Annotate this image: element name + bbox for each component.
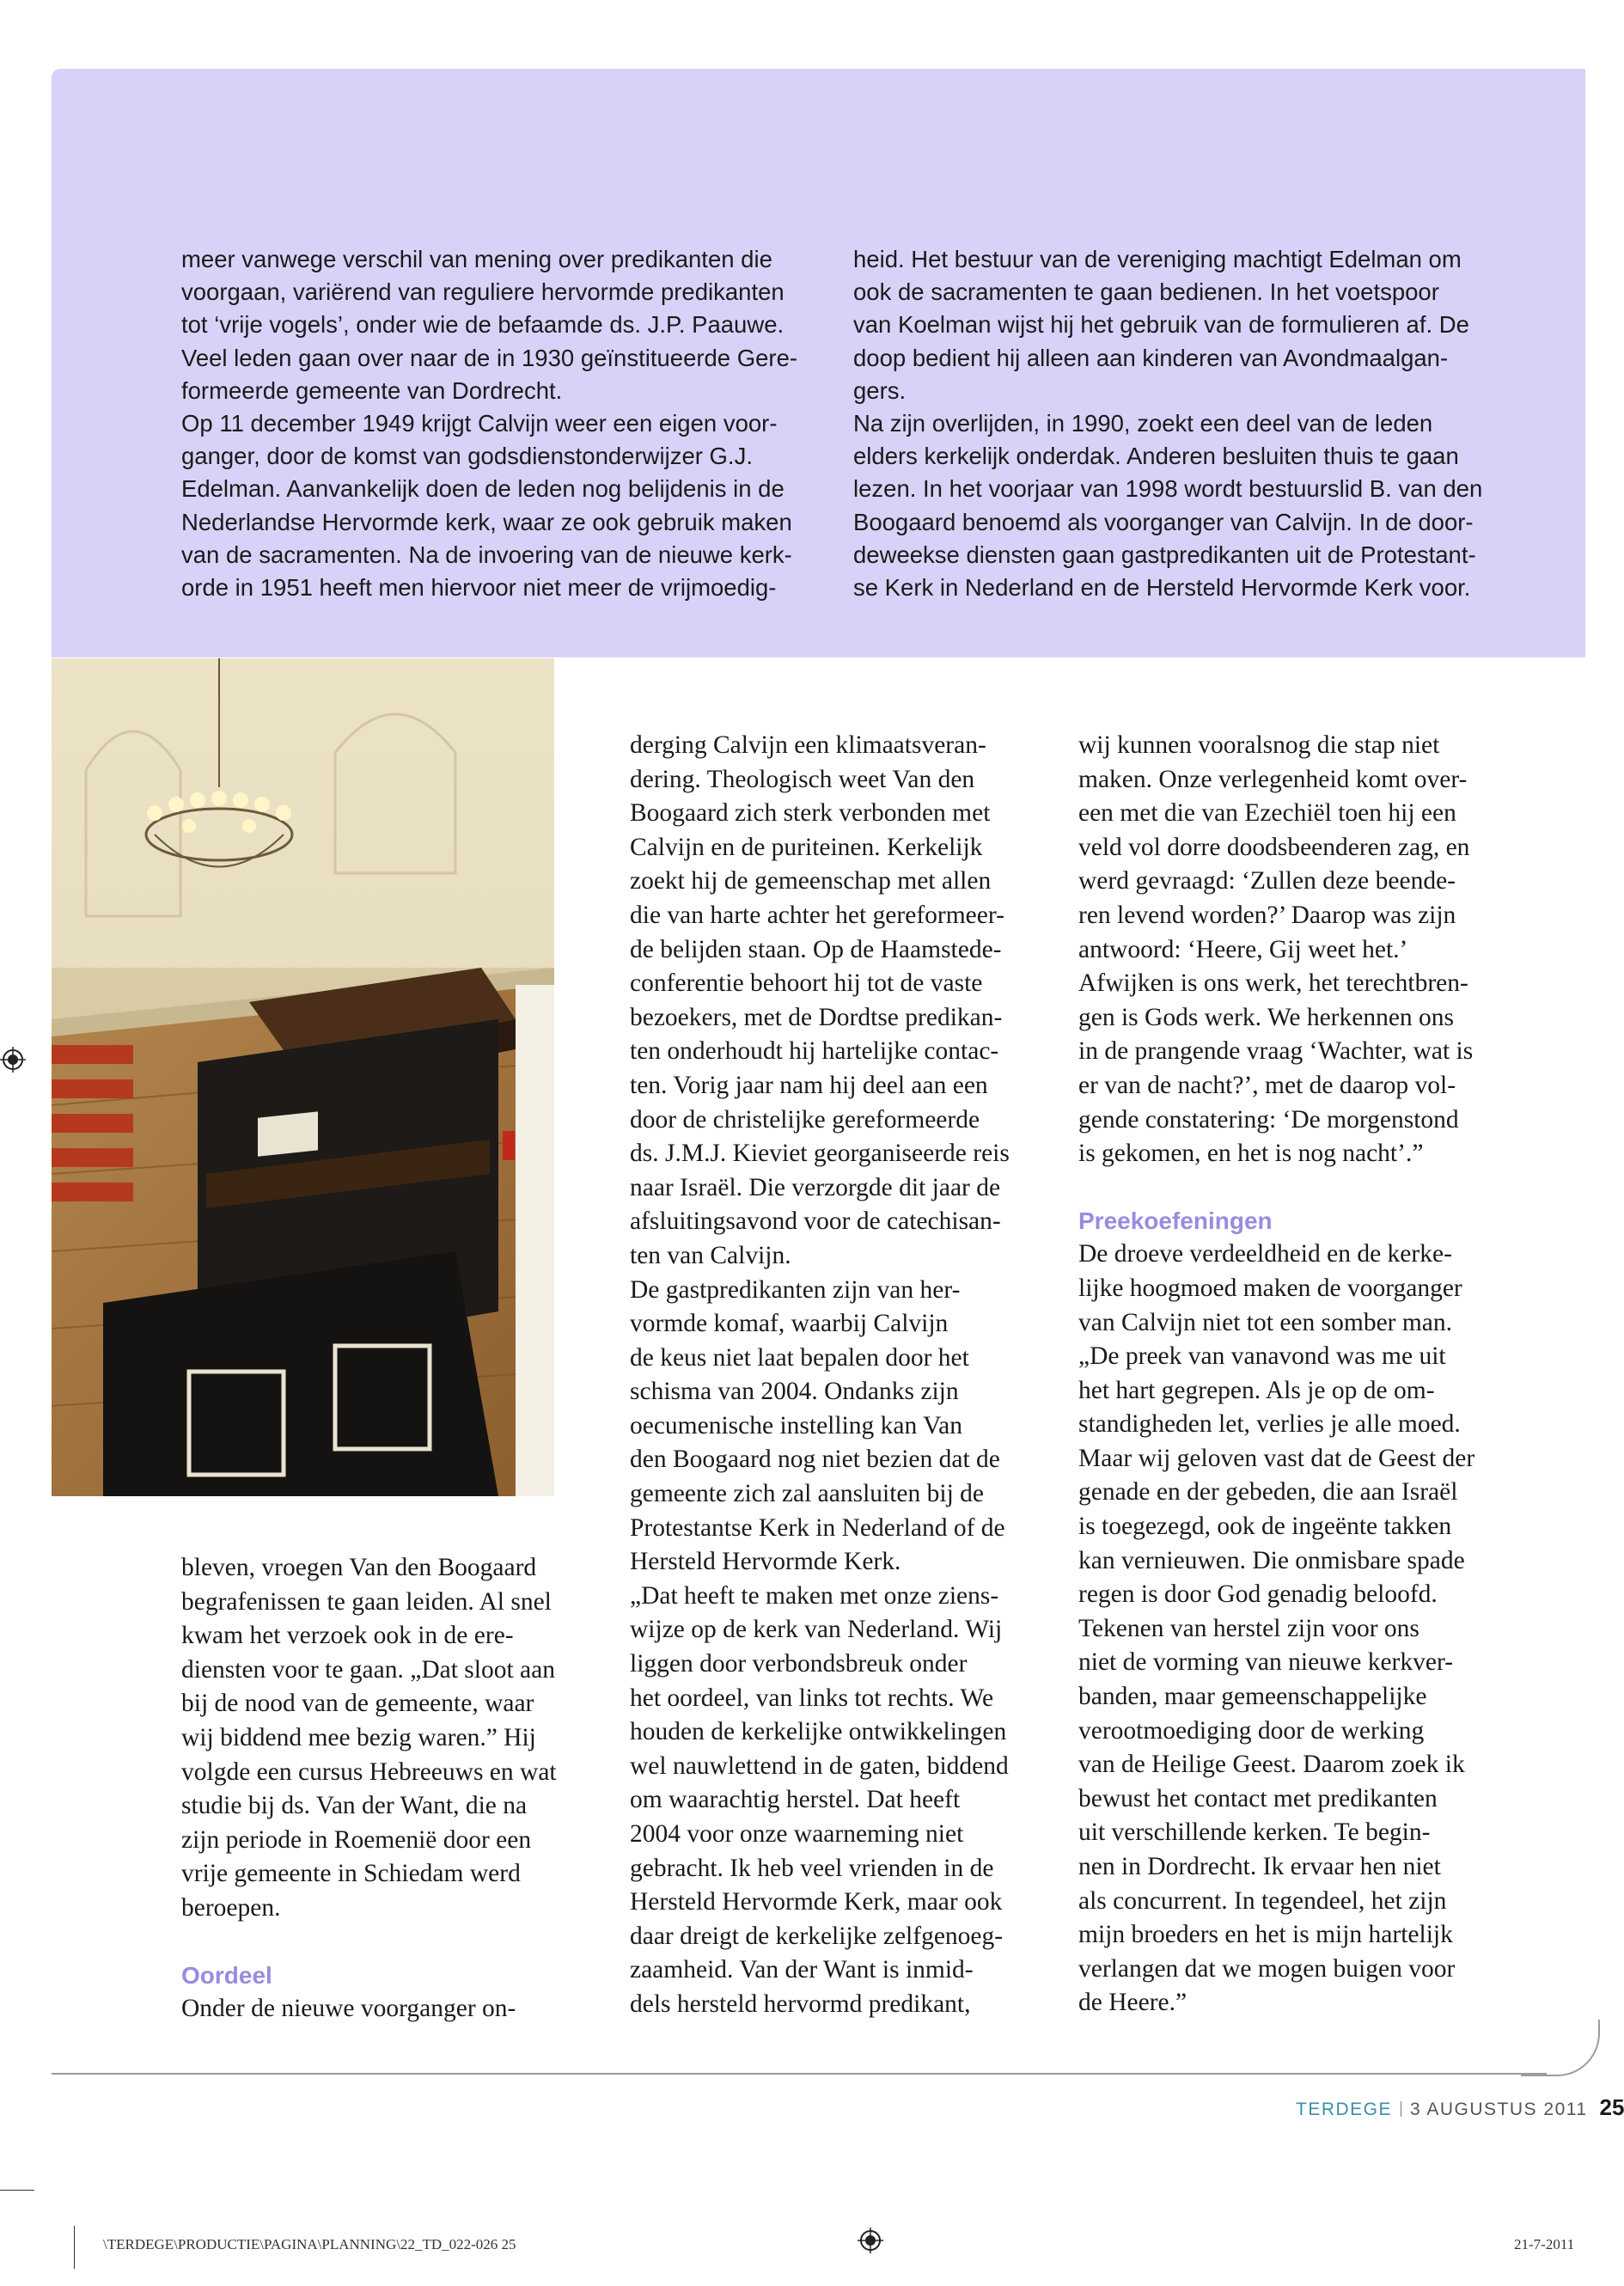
column-2-text: derging Calvijn een klimaatsveran- dering. Theologisch weet Van den Boogaard zich sterk verbonden met Calvijn en de puriteinen. Kerkelijk zoekt hij de gemeenschap met allen die van harte achter het gereformeer- de belijden staan. Op de Haamstede- conferentie behoort hij tot de vaste bezoekers, met de Dordtse predikan- ten onderhoudt hij hartelijke contac- ten. Vorig jaar nam hij deel aan een door de christelijke gereformeerde ds. J.M.J. Kieviet georganiseerde reis naar Israël. Die verzorgde dit jaar de afsluitingsavond voor de catechisan- ten van Calvijn. De gastpredikanten zijn van her- vormde komaf, waarbij Calvijn de keus niet laat bepalen door het schisma van 2004. Ondanks zijn oecumenische instelling kan Van den Boogaard nog niet bezien dat de gemeente zich zal aansluiten bij de Protestantse Kerk in Nederland of de Hersteld Hervormde Kerk. „Dat heeft te maken met onze ziens- wijze op de kerk van Nederland. Wij liggen door verbondsbreuk onder het oordeel, van links tot rechts. We houden de kerkelijke ontwikkelingen wel nauwlettend in de gaten, biddend om waarachtig herstel. Dat heeft 2004 voor onze waarneming niet gebracht. Ik heb veel vrienden in de Hersteld Hervormde Kerk, maar ook daar dreigt de kerkelijke zelfgenoeg- zaamheid. Van der Want is inmid- dels hersteld hervormd predikant, <box>630 731 1010 2018</box>
article-column-1 <box>181 1551 628 2026</box>
intro-left-column <box>181 243 834 604</box>
registration-mark-icon <box>858 2228 883 2253</box>
crop-mark <box>0 2190 34 2191</box>
intro-left-text: meer vanwege verschil van mening over predikanten die voorgaan, variërend van reguliere hervormde predikanten tot ‘vrije vogels’, onder wie de befaamde ds. J.P. Paauwe. Veel leden gaan over naar de in 1930 geïnstitueerde Gere- formeerde gemeente van Dordrecht. Op 11 december 1949 krijgt Calvijn weer een eigen voor- ganger, door de komst van godsdienstonderwijzer G.J. Edelman. Aanvankelijk doen de leden nog belijdenis in de Nederlandse Hervormde kerk, waar ze ook gebruik maken van de sacramenten. Na de invoering van de nieuwe kerk- orde in 1951 heeft men hiervoor niet meer de vrijmoedig- <box>181 246 798 602</box>
page-footer <box>1296 2094 1624 2121</box>
article-column-2 <box>630 729 1077 2022</box>
bottom-rule-curve <box>1521 2020 1600 2076</box>
column-3-text-2: De droeve verdeeldheid en de kerke- lijke hoogmoed maken de voorganger van Calvijn niet tot een somber man. „De preek van vanavond was me uit het hart gegrepen. Als je op de om- standigheden let, verlies je alle moed. Maar wij geloven vast dat de Geest der genade en der gebeden, die aan Israël is toegezegd, ook de ingeënte takken kan vernieuwen. Die onmisbare spade regen is door God genadig beloofd. Tekenen van herstel zijn voor ons niet de vorming van nieuwe kerkver- banden, maar gemeenschappelijke verootmoediging door de werking van de Heilige Geest. Daarom zoek ik bewust het contact met predikanten uit verschillende kerken. Te begin- nen in Dordrecht. Ik ervaar hen niet als concurrent. In tegendeel, het zijn mijn broeders en het is mijn hartelijk verlangen dat we mogen buigen voor de Heere.” <box>1078 1240 1475 2017</box>
article-column-3 <box>1078 729 1525 2020</box>
column-1-text: bleven, vroegen Van den Boogaard begrafenissen te gaan leiden. Al snel kwam het verzoek ook in de ere- diensten voor te gaan. „Dat sloot aan bij de nood van de gemeente, waar wij biddend mee bezig waren.” Hij volgde een cursus Hebreeuws en wat studie bij ds. Van der Want, die na zijn periode in Roemenië door een vrije gemeente in Schiedam werd beroepen. <box>181 1554 557 1922</box>
column-3-text: wij kunnen vooralsnog die stap niet maken. Onze verlegenheid komt over- een met die van Ezechiël toen hij een veld vol dorre doodsbeenderen zag, en werd gevraagd: ‘Zullen deze beende- ren levend worden?’ Daarop was zijn antwoord: ‘Heere, Gij weet het.’ Afwijken is ons werk, het terechtbren- gen is Gods werk. We herkennen ons in de prangende vraag ‘Wachter, wat is er van de nacht?’, met de daarop vol- gende constatering: ‘De morgenstond is gekomen, en het is nog nacht’.” <box>1078 731 1474 1168</box>
page-number: 25 <box>1599 2094 1624 2120</box>
heading-preekoefeningen: Preekoefeningen <box>1078 1207 1273 1234</box>
print-slug-path: \TERDEGE\PRODUCTIE\PAGINA\PLANNING\22_TD_022-026 25 <box>103 2236 516 2252</box>
magazine-name: TERDEGE <box>1296 2100 1393 2119</box>
column-1-text-2: Onder de nieuwe voorganger on- <box>181 1995 516 2023</box>
church-interior-photo <box>52 658 554 1496</box>
issue-date: 3 AUGUSTUS 2011 <box>1410 2100 1588 2119</box>
print-slug-date: 21-7-2011 <box>1514 2236 1575 2252</box>
intro-right-text: heid. Het bestuur van de vereniging machtigt Edelman om ook de sacramenten te gaan bedienen. In het voetspoor van Koelman wijst hij het gebruik van de formulieren af. De doop bedient hij alleen aan kinderen van Avondmaalgan- gers. Na zijn overlijden, in 1990, zoekt een deel van de leden elders kerkelijk onderdak. Anderen besluiten thuis te gaan lezen. In het voorjaar van 1998 wordt bestuurslid B. van den Boogaard benoemd als voorganger van Calvijn. In de door- deweekse diensten gaan gastpredikanten uit de Protestant- se Kerk in Nederland en de Hersteld Hervormde Kerk voor. <box>853 246 1483 602</box>
heading-oordeel: Oordeel <box>181 1961 272 1989</box>
bottom-rule <box>52 2073 1547 2075</box>
intro-right-column <box>853 243 1506 604</box>
crop-mark <box>74 2226 75 2269</box>
registration-mark-icon <box>0 1047 26 1073</box>
